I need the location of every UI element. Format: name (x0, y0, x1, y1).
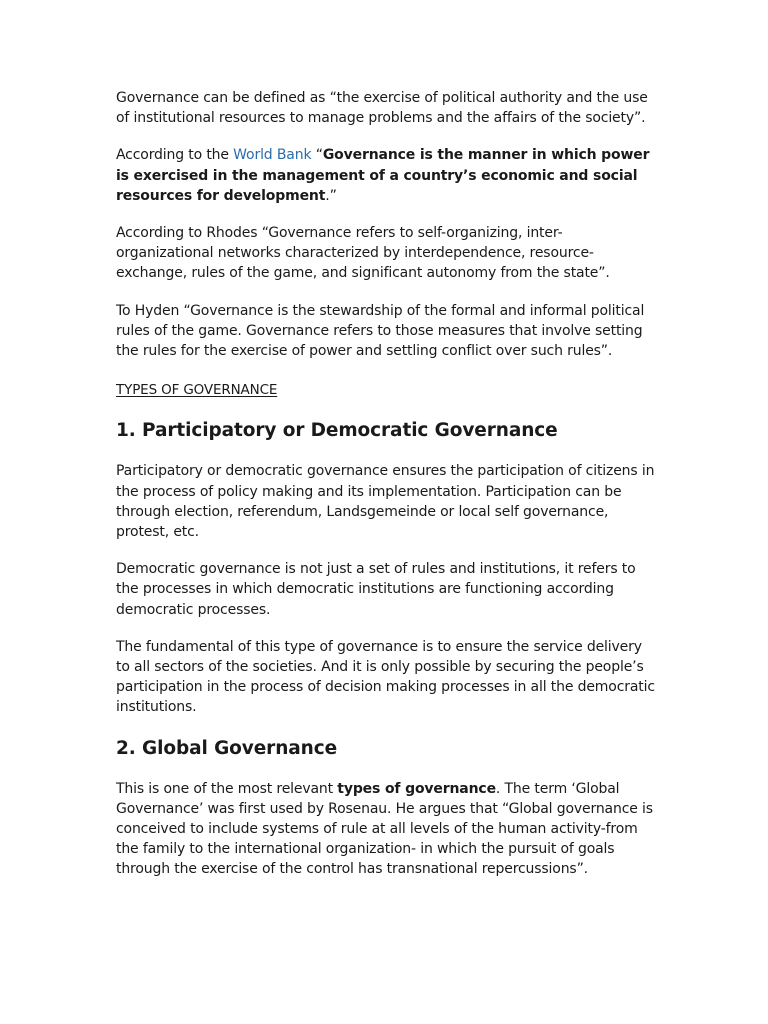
hyden-paragraph: To Hyden “Governance is the stewardship of the formal and informal political rules of the game. Governance refers to those measures that involve setting the rules for the exercise of power and settling conflict over such rules”. (116, 302, 645, 360)
world-bank-prefix: According to the (116, 147, 234, 164)
section-2-bold-term: types of governance (337, 780, 496, 797)
world-bank-paragraph (116, 145, 656, 206)
world-bank-suffix: .” (325, 187, 337, 204)
section-2-paragraph-1 (116, 779, 656, 880)
section-2-suffix: . The term ‘Global Governance’ was first used by Rosenau. He argues that “Global governance is conceived to include systems of rule at all levels of the human activity-from the family to the international organization- in which the pursuit of goals through the exercise of the control has transnational repercussions”. (116, 780, 653, 878)
world-bank-definition: Governance is the manner in which power is exercised in the management of a country’s economic and social resources for development (116, 147, 650, 204)
document-page (116, 86, 656, 880)
types-heading: TYPES OF GOVERNANCE (116, 382, 278, 399)
section-1-paragraph-2: Democratic governance is not just a set of rules and institutions, it refers to the processes in which democratic institutions are functioning according democratic processes. (116, 561, 636, 618)
section-2-heading: 2. Global Governance (116, 737, 338, 759)
section-1-paragraph-1: Participatory or democratic governance ensures the participation of citizens in the process of policy making and its implementation. Participation can be through election, referendum, Landsgemeinde or local self governance, protest, etc. (116, 463, 655, 541)
world-bank-quote-open: “ (311, 147, 323, 164)
section-1-paragraph-3: The fundamental of this type of governance is to ensure the service delivery to all sectors of the societies. And it is only possible by securing the people’s participation in the process of decision making processes in all the democratic institutions. (116, 638, 655, 716)
section-1-heading: 1. Participatory or Democratic Governance (116, 420, 558, 442)
rhodes-paragraph: According to Rhodes “Governance refers to self-organizing, inter-organizational networks characterized by interdependence, resource-exchange, rules of the game, and significant autonomy from the state”. (116, 225, 610, 282)
definition-paragraph: Governance can be defined as “the exercise of political authority and the use of institutional resources to manage problems and the affairs of the society”. (116, 90, 648, 127)
section-2-prefix: This is one of the most relevant (116, 780, 338, 797)
world-bank-link[interactable]: World Bank (233, 147, 312, 164)
